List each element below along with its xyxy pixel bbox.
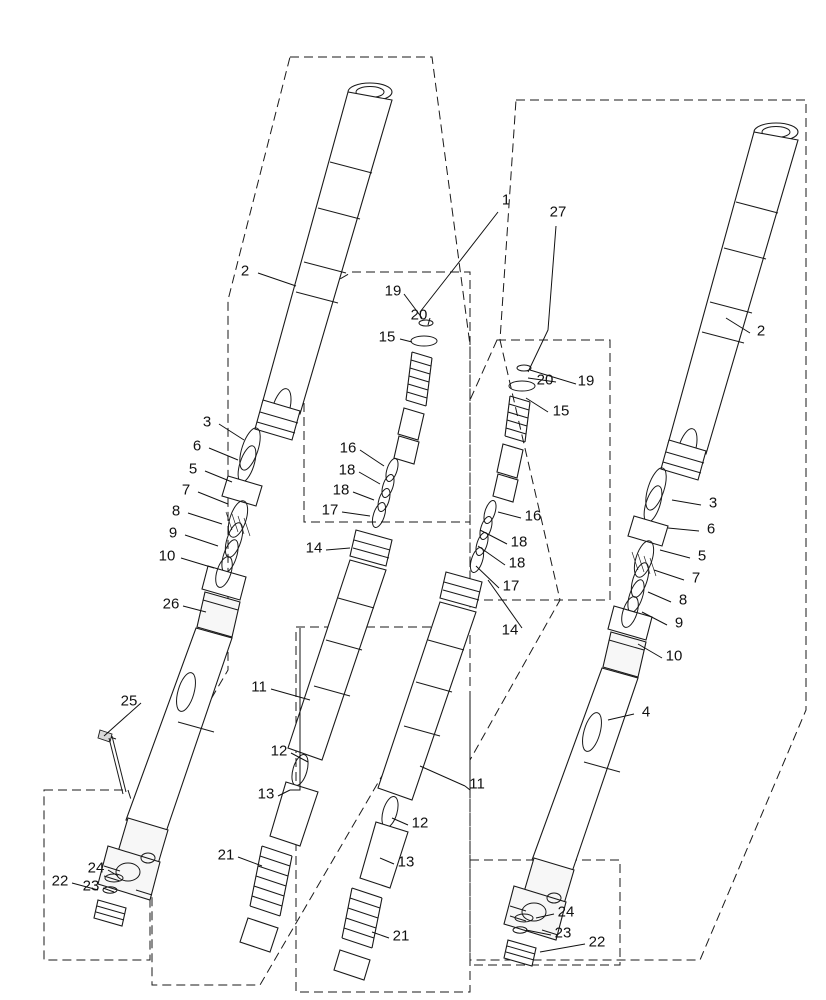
- left-fork-inner-tube: [255, 83, 392, 440]
- left-seal-stack: [202, 426, 264, 600]
- callout-3-left: 3: [202, 413, 212, 431]
- callout-20-right: 20: [536, 371, 554, 389]
- callout-9-left: 9: [168, 524, 178, 542]
- callout-14-right: 14: [501, 621, 519, 639]
- callout-5-left: 5: [188, 460, 198, 478]
- callout-6-right: 6: [706, 520, 716, 538]
- callout-6-left: 6: [192, 437, 202, 455]
- callout-22-left: 22: [51, 872, 69, 890]
- callout-19-left: 19: [384, 282, 402, 300]
- callout-12-left: 12: [270, 742, 288, 760]
- callout-18-left-b: 18: [332, 481, 350, 499]
- callout-7-left: 7: [181, 481, 191, 499]
- callout-14-left: 14: [305, 539, 323, 557]
- right-seal-stack: [608, 466, 670, 640]
- callout-18-right-a: 18: [510, 533, 528, 551]
- callout-11-right: 11: [469, 775, 485, 793]
- callout-10-left: 10: [158, 547, 176, 565]
- callout-5-right: 5: [697, 547, 707, 565]
- callout-25-left: 25: [120, 692, 138, 710]
- callout-15-left: 15: [378, 328, 396, 346]
- right-outer-slider: [504, 632, 646, 940]
- callout-8-right: 8: [678, 591, 688, 609]
- callout-9-right: 9: [674, 614, 684, 632]
- callout-16-left: 16: [339, 439, 357, 457]
- callout-16-right: 16: [524, 507, 542, 525]
- callout-11-left: 11: [251, 678, 267, 696]
- callout-18-left-a: 18: [338, 461, 356, 479]
- callout-3-right: 3: [708, 494, 718, 512]
- callout-23-right: 23: [554, 924, 572, 942]
- callout-17-left: 17: [321, 501, 339, 519]
- spring-15-left: [406, 352, 432, 406]
- callout-10-right: 10: [665, 647, 683, 665]
- center-damper-2: [334, 365, 535, 980]
- callout-18-right-b: 18: [508, 554, 526, 572]
- spring-21-left: [250, 846, 292, 916]
- callout-23-left: 23: [82, 877, 100, 895]
- callout-1: 1: [501, 191, 511, 209]
- group-outline-left-fork: [152, 57, 470, 985]
- callout-2-left: 2: [240, 262, 250, 280]
- callout-27: 27: [549, 203, 567, 221]
- callout-21-right: 21: [392, 927, 410, 945]
- callout-15-right: 15: [552, 402, 570, 420]
- callout-13-left: 13: [257, 785, 275, 803]
- callout-8-left: 8: [171, 502, 181, 520]
- callout-19-right: 19: [577, 372, 595, 390]
- callout-24-right: 24: [557, 903, 575, 921]
- callout-20-left: 20: [410, 306, 428, 324]
- callout-17-right: 17: [502, 577, 520, 595]
- right-fork-inner-tube: [661, 123, 798, 480]
- callout-13-right: 13: [397, 853, 415, 871]
- callout-2-right: 2: [756, 322, 766, 340]
- left-bolt-25: [98, 730, 126, 794]
- callout-21-left: 21: [217, 846, 235, 864]
- spring-15-right: [505, 396, 530, 442]
- callout-7-right: 7: [691, 569, 701, 587]
- callout-26-left: 26: [162, 595, 180, 613]
- callout-22-right: 22: [588, 933, 606, 951]
- spring-21-right: [342, 888, 382, 948]
- callout-24-left: 24: [87, 859, 105, 877]
- callout-4-right: 4: [641, 703, 651, 721]
- callout-12-right: 12: [411, 814, 429, 832]
